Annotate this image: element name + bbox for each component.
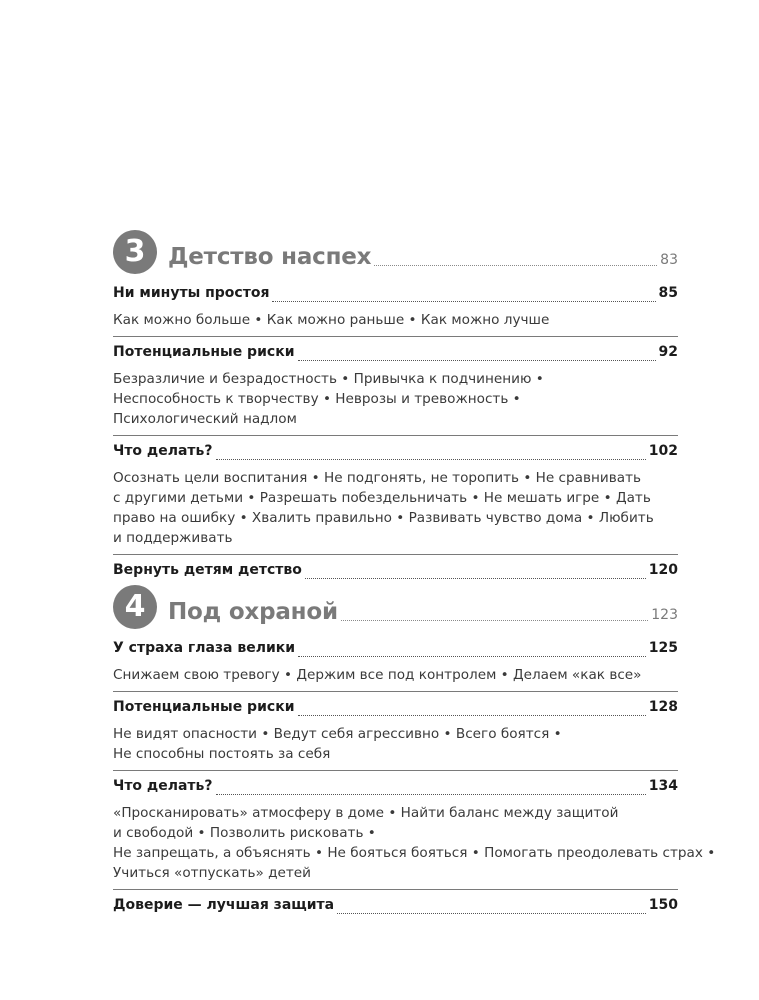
dot-leader — [216, 794, 646, 795]
dot-leader — [341, 620, 648, 621]
section-divider — [113, 435, 678, 436]
section-subtopics — [113, 665, 678, 685]
dot-leader — [337, 913, 646, 914]
section-page-number: 92 — [658, 344, 678, 360]
section-entry — [113, 640, 678, 660]
section-entry — [113, 562, 678, 582]
section-title: Ни минуты простоя — [113, 285, 270, 301]
section-title: У страха глаза велики — [113, 640, 296, 656]
section-subtopics — [113, 369, 678, 429]
section-title: Потенциальные риски — [113, 344, 295, 360]
section-entry — [113, 285, 678, 305]
dot-leader — [298, 656, 646, 657]
section-subtopics — [113, 724, 678, 764]
section-page-number: 102 — [648, 443, 678, 459]
section-entry — [113, 443, 678, 463]
section-page-number: 128 — [648, 699, 678, 715]
section-divider — [113, 889, 678, 890]
chapter-block — [113, 585, 716, 917]
subtopic-line: с другими детьми • Разрешать побездельничать • Не мешать игре • Дать — [113, 490, 651, 506]
section-title: Что делать? — [113, 443, 213, 459]
section-divider — [113, 336, 678, 337]
section-page-number: 120 — [648, 562, 678, 578]
section-subtopics — [113, 468, 678, 548]
chapter-number-badge: 4 — [113, 585, 157, 629]
section-page-number: 134 — [648, 778, 678, 794]
subtopic-line: и поддерживать — [113, 530, 233, 546]
chapter-number-badge: 3 — [113, 230, 157, 274]
subtopic-line: Не способны постоять за себя — [113, 746, 331, 762]
subtopic-line: Учиться «отпускать» детей — [113, 865, 311, 881]
section-entry — [113, 344, 678, 364]
subtopic-line: Осознать цели воспитания • Не подгонять, не торопить • Не сравнивать — [113, 470, 641, 486]
section-subtopics — [113, 310, 678, 330]
chapter-page-number: 123 — [651, 607, 678, 623]
dot-leader — [374, 265, 657, 266]
subtopic-line: Психологический надлом — [113, 411, 297, 427]
dot-leader — [305, 578, 646, 579]
subtopic-line: Безразличие и безрадостность • Привычка к подчинению • — [113, 371, 544, 387]
dot-leader — [298, 360, 656, 361]
section-page-number: 125 — [648, 640, 678, 656]
subtopic-line: Не видят опасности • Ведут себя агрессивно • Всего боятся • — [113, 726, 562, 742]
chapter-header — [113, 230, 678, 274]
subtopic-line: Как можно больше • Как можно раньше • Как можно лучше — [113, 312, 550, 328]
chapter-header — [113, 585, 678, 629]
section-title: Потенциальные риски — [113, 699, 295, 715]
subtopic-line: и свободой • Позволить рисковать • — [113, 825, 376, 841]
section-title: Доверие — лучшая защита — [113, 897, 335, 913]
section-page-number: 85 — [658, 285, 678, 301]
chapter-block — [113, 230, 678, 582]
chapter-title: Под охраной — [168, 599, 338, 625]
section-subtopics — [113, 803, 716, 883]
section-entry — [113, 699, 678, 719]
chapter-title: Детство наспех — [168, 244, 372, 270]
section-page-number: 150 — [648, 897, 678, 913]
section-title: Что делать? — [113, 778, 213, 794]
section-entry — [113, 897, 678, 917]
dot-leader — [272, 301, 655, 302]
section-title: Вернуть детям детство — [113, 562, 302, 578]
subtopic-line: Не запрещать, а объяснять • Не бояться бояться • Помогать преодолевать страх • — [113, 845, 716, 861]
dot-leader — [298, 715, 646, 716]
section-divider — [113, 691, 678, 692]
section-divider — [113, 770, 678, 771]
section-entry — [113, 778, 678, 798]
subtopic-line: «Просканировать» атмосферу в доме • Найти баланс между защитой — [113, 805, 619, 821]
subtopic-line: Снижаем свою тревогу • Держим все под контролем • Делаем «как все» — [113, 667, 642, 683]
chapter-page-number: 83 — [660, 252, 678, 268]
chapter-title-row — [168, 244, 678, 270]
section-divider — [113, 554, 678, 555]
chapter-title-row — [168, 599, 678, 625]
subtopic-line: Неспособность к творчеству • Неврозы и тревожность • — [113, 391, 521, 407]
dot-leader — [216, 459, 646, 460]
subtopic-line: право на ошибку • Хвалить правильно • Развивать чувство дома • Любить — [113, 510, 654, 526]
